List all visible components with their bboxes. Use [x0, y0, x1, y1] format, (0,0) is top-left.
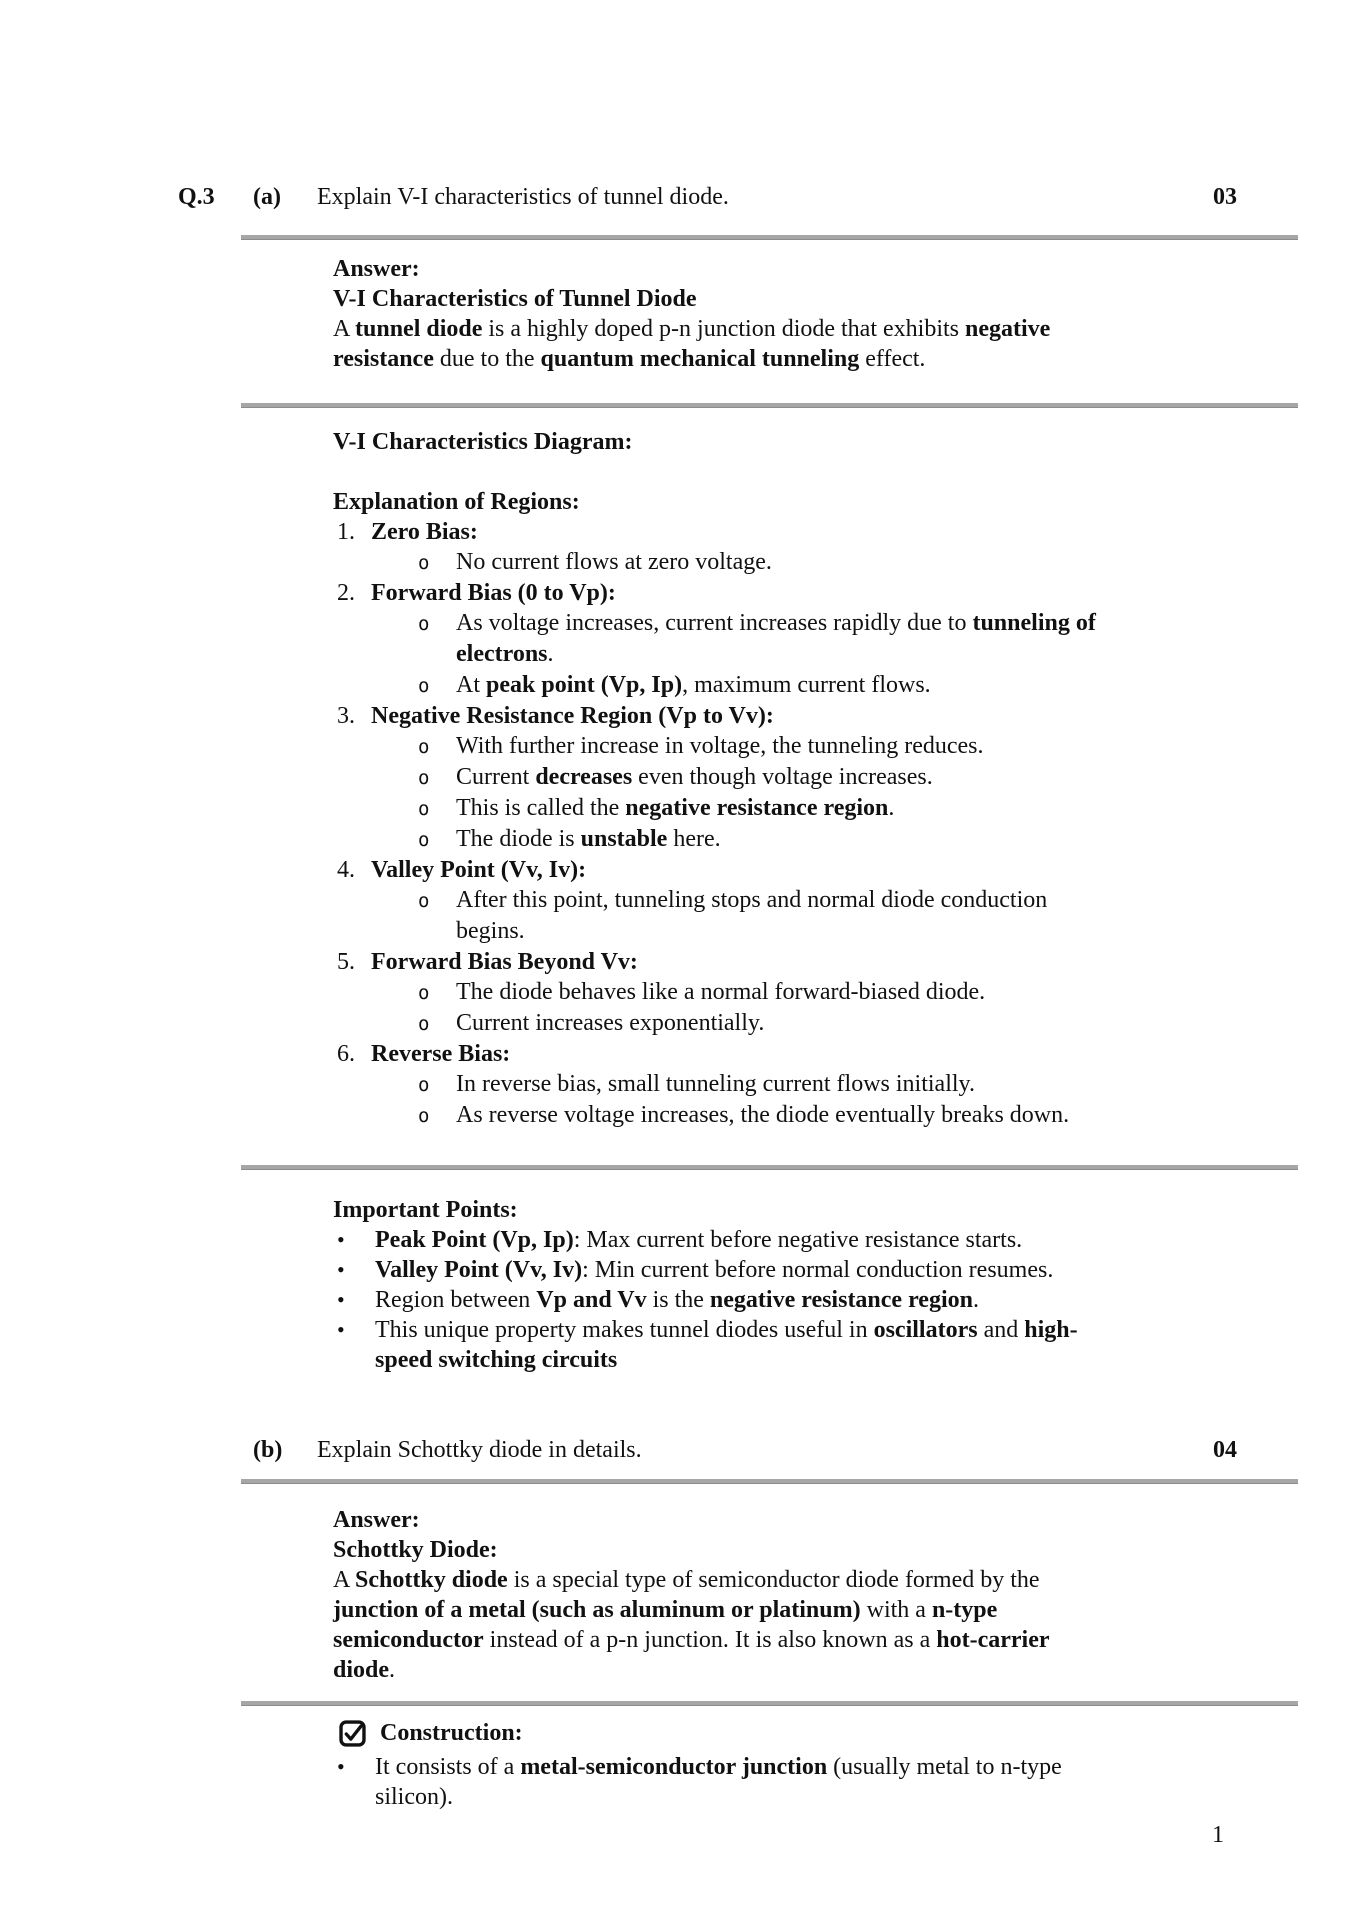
question-b-row [178, 1435, 1298, 1465]
bullet-line [333, 1752, 1298, 1782]
bullet-marker: • [337, 1754, 345, 1779]
list-item-title-line [333, 578, 1298, 608]
sub-bullet-line [333, 547, 1298, 578]
construction-heading: Construction: [380, 1720, 523, 1746]
bullet-text: It consists of a metal-semiconductor junction (usually metal to n-type [375, 1754, 1062, 1780]
list-item-title: Valley Point (Vv, Iv): [371, 857, 587, 883]
paragraph-line: A tunnel diode is a highly doped p-n junction diode that exhibits negative [333, 316, 1051, 342]
page-number: 1 [1212, 1822, 1224, 1848]
sub-bullet-marker: o [418, 675, 430, 697]
sub-bullet-marker: o [418, 767, 430, 789]
answer-a-intro [333, 240, 1298, 374]
answer-b-intro [333, 1484, 1298, 1685]
paragraph-line: A Schottky diode is a special type of semiconductor diode formed by the [333, 1567, 1040, 1593]
bullet-marker: • [337, 1287, 345, 1312]
blank-line [333, 457, 1298, 487]
list-item [333, 855, 1298, 947]
list-item [333, 578, 1298, 701]
list-item-title-line [333, 701, 1298, 731]
list-item-title-line [333, 855, 1298, 885]
sub-bullet-text: No current flows at zero voltage. [456, 549, 772, 575]
sub-bullet-marker: o [418, 1013, 430, 1035]
sub-bullet-line [333, 977, 1298, 1008]
paragraph-line: diode. [333, 1657, 396, 1683]
bullet-text: Valley Point (Vv, Iv): Min current before normal conduction resumes. [375, 1257, 1054, 1283]
sub-bullet-marker: o [418, 890, 430, 912]
sub-bullet-text: With further increase in voltage, the tunneling reduces. [456, 733, 984, 759]
list-item [333, 1039, 1298, 1131]
list-number: 3. [337, 703, 355, 729]
list-number: 4. [337, 857, 355, 883]
question-a-row [178, 182, 1298, 212]
sub-bullet-text: As reverse voltage increases, the diode eventually breaks down. [456, 1102, 1070, 1128]
list-number: 6. [337, 1041, 355, 1067]
bullet-marker: • [337, 1257, 345, 1282]
sub-bullet-marker: o [418, 736, 430, 758]
sub-bullet-line [333, 670, 1298, 701]
sub-bullet-marker: o [418, 1074, 430, 1096]
list-number: 1. [337, 519, 355, 545]
list-item-title: Zero Bias: [371, 519, 478, 545]
important-points-heading: Important Points: [333, 1197, 518, 1223]
list-item-title: Forward Bias Beyond Vv: [371, 949, 638, 975]
sub-bullet-line [333, 731, 1298, 762]
sub-bullet-marker: o [418, 552, 430, 574]
answer-label: Answer: [333, 256, 420, 282]
sub-bullet-marker: o [418, 829, 430, 851]
sub-bullet-text: At peak point (Vp, Ip), maximum current flows. [456, 672, 931, 698]
part-b-question: Explain Schottky diode in details. [317, 1437, 642, 1463]
sub-bullet-line [333, 885, 1298, 916]
sub-bullet-line [333, 608, 1298, 639]
list-item [333, 517, 1298, 578]
sub-bullet-text: electrons. [456, 641, 554, 667]
diagram-heading: V-I Characteristics Diagram: [333, 429, 633, 455]
list-item [333, 947, 1298, 1039]
sub-bullet-text: After this point, tunneling stops and normal diode conduction [456, 887, 1048, 913]
sub-bullet-text: Current decreases even though voltage increases. [456, 764, 933, 790]
sub-bullet-marker: o [418, 798, 430, 820]
sub-bullet-marker: o [418, 982, 430, 1004]
part-a-question: Explain V-I characteristics of tunnel diode. [317, 184, 729, 210]
bullet-text: Region between Vp and Vv is the negative resistance region. [375, 1287, 979, 1313]
construction-section [333, 1706, 1298, 1812]
bullet-line [333, 1782, 1298, 1812]
paragraph-line: junction of a metal (such as aluminum or platinum) with a n-type [333, 1597, 998, 1623]
part-a-marks: 03 [1213, 184, 1237, 210]
sub-bullet-line [333, 824, 1298, 855]
sub-bullet-text: begins. [456, 918, 525, 944]
sub-bullet-marker: o [418, 1105, 430, 1127]
bullet-marker: • [337, 1227, 345, 1252]
list-number: 2. [337, 580, 355, 606]
construction-heading-row [339, 1718, 1298, 1752]
part-a-label: (a) [253, 184, 281, 210]
bullet-line [333, 1255, 1298, 1285]
sub-bullet-line [333, 639, 1298, 670]
bullet-text: speed switching circuits [375, 1347, 618, 1373]
sub-bullet-text: In reverse bias, small tunneling current flows initially. [456, 1071, 975, 1097]
sub-bullet-marker: o [418, 613, 430, 635]
sub-bullet-text: As voltage increases, current increases rapidly due to tunneling of [456, 610, 1096, 636]
question-number: Q.3 [178, 184, 215, 210]
bullet-line [333, 1315, 1298, 1345]
sub-bullet-line [333, 916, 1298, 947]
bullet-marker: • [337, 1317, 345, 1342]
construction-points-list [333, 1752, 1298, 1812]
sub-bullet-line [333, 1100, 1298, 1131]
answer-a-regions [333, 408, 1298, 1131]
sub-bullet-line [333, 1008, 1298, 1039]
important-points-section [333, 1170, 1298, 1375]
bullet-line [333, 1285, 1298, 1315]
list-item-title: Forward Bias (0 to Vp): [371, 580, 616, 606]
sub-bullet-line [333, 1069, 1298, 1100]
sub-bullet-line [333, 762, 1298, 793]
sub-bullet-line [333, 793, 1298, 824]
checkbox-check-icon [339, 1720, 366, 1747]
sub-bullet-text: The diode is unstable here. [456, 826, 721, 852]
list-item-title-line [333, 517, 1298, 547]
regions-list [333, 517, 1298, 1131]
bullet-text: This unique property makes tunnel diodes useful in oscillators and high- [375, 1317, 1078, 1343]
sub-bullet-text: Current increases exponentially. [456, 1010, 765, 1036]
answer-label: Answer: [333, 1507, 420, 1533]
bullet-line [333, 1225, 1298, 1255]
list-item-title-line [333, 1039, 1298, 1069]
paragraph-line: semiconductor instead of a p-n junction. It is also known as a hot-carrier [333, 1627, 1050, 1653]
list-item-title: Reverse Bias: [371, 1041, 511, 1067]
list-number: 5. [337, 949, 355, 975]
part-b-label: (b) [253, 1437, 283, 1463]
list-item-title-line [333, 947, 1298, 977]
answer-a-title: V-I Characteristics of Tunnel Diode [333, 286, 697, 312]
sub-bullet-text: This is called the negative resistance region. [456, 795, 895, 821]
regions-heading: Explanation of Regions: [333, 489, 580, 515]
bullet-line [333, 1345, 1298, 1375]
part-b-marks: 04 [1213, 1437, 1237, 1463]
paragraph-line: resistance due to the quantum mechanical tunneling effect. [333, 346, 926, 372]
answer-b-title: Schottky Diode: [333, 1537, 498, 1563]
list-item-title: Negative Resistance Region (Vp to Vv): [371, 703, 774, 729]
list-item [333, 701, 1298, 855]
sub-bullet-text: The diode behaves like a normal forward-biased diode. [456, 979, 986, 1005]
important-points-list [333, 1225, 1298, 1375]
bullet-text: silicon). [375, 1784, 453, 1810]
bullet-text: Peak Point (Vp, Ip): Max current before negative resistance starts. [375, 1227, 1023, 1253]
